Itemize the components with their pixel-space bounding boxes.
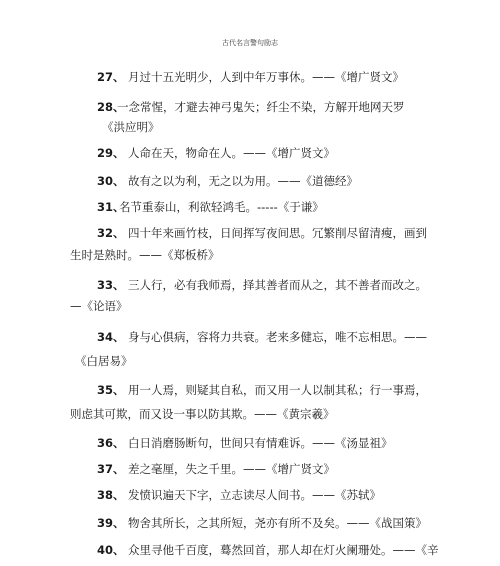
quote-text: 发愤识遍天下字，立志读尽人间书。——《苏轼》 xyxy=(128,488,381,502)
quote-line-30 xyxy=(97,174,358,188)
quote-line-33 xyxy=(97,278,427,292)
quote-line-35 xyxy=(97,383,427,397)
quote-line-36 xyxy=(97,436,393,450)
quote-text: 差之毫厘，失之千里。——《增广贤文》 xyxy=(128,462,335,476)
quote-text: 则虑其可欺，而又设一事以防其欺。——《黄宗羲》 xyxy=(70,407,335,421)
quote-number: 32、 xyxy=(97,226,125,240)
quote-line-29 xyxy=(97,146,335,160)
quote-line-38 xyxy=(97,488,381,502)
quote-number: 27、 xyxy=(97,70,125,84)
quote-line-28-continued xyxy=(102,120,160,134)
quote-text: 四十年来画竹枝，日间挥写夜间思。冗繁削尽留清瘦，画到 xyxy=(128,226,427,240)
quote-text: 月过十五光明少，人到中年万事休。——《增广贤文》 xyxy=(128,70,404,84)
quote-number: 37、 xyxy=(97,462,125,476)
quote-text: 一念常惺，才避去神弓鬼矢；纤尘不染，方解开地网天罗 xyxy=(117,100,405,114)
quote-number: 34、 xyxy=(97,330,125,344)
quote-line-31 xyxy=(97,200,324,214)
quote-line-34-continued xyxy=(75,354,133,368)
quote-text: 三人行，必有我师焉，择其善者而从之，其不善者而改之。 xyxy=(128,278,427,292)
quote-line-35-continued xyxy=(70,407,335,421)
quote-number: 29、 xyxy=(97,146,125,160)
quote-line-37 xyxy=(97,462,335,476)
quote-line-32-continued xyxy=(70,248,220,262)
quote-text: —《论语》 xyxy=(70,299,128,313)
quote-number: 35、 xyxy=(97,383,125,397)
quote-text: 故有之以为利，无之以为用。——《道德经》 xyxy=(128,174,358,188)
quote-line-34 xyxy=(97,330,427,344)
quote-number: 33、 xyxy=(97,278,125,292)
quote-number: 36、 xyxy=(97,436,125,450)
quote-number: 30、 xyxy=(97,174,125,188)
quote-line-40 xyxy=(97,543,439,557)
page-header-title: 古代名言警句励志 xyxy=(222,39,278,47)
quote-number: 28、 xyxy=(97,100,125,114)
quote-line-39 xyxy=(97,516,427,530)
quote-text: 人命在天，物命在人。——《增广贤文》 xyxy=(128,146,335,160)
quote-number: 40、 xyxy=(97,543,125,557)
quote-number: 38、 xyxy=(97,488,125,502)
quote-text: 众里寻他千百度，蓦然回首，那人却在灯火阑珊处。——《辛 xyxy=(128,543,439,557)
quote-text: 名节重泰山，利欲轻鸿毛。-----《于谦》 xyxy=(119,200,324,214)
quote-text: 生时是熟时。——《郑板桥》 xyxy=(70,248,220,262)
quote-text: 用一人焉，则疑其自私，而又用一人以制其私；行一事焉， xyxy=(128,383,427,397)
quote-number: 39、 xyxy=(97,516,125,530)
quote-text: 白日消磨肠断句，世间只有情难诉。——《汤显祖》 xyxy=(128,436,393,450)
quote-text: 《白居易》 xyxy=(75,354,133,368)
quote-line-28 xyxy=(97,100,405,114)
quote-line-32 xyxy=(97,226,427,240)
quote-line-27 xyxy=(97,70,404,84)
quote-text: 身与心俱病，容将力共衰。老来多健忘，唯不忘相思。—— xyxy=(128,330,427,344)
quote-text: 物舍其所长，之其所短，尧亦有所不及矣。——《战国策》 xyxy=(128,516,427,530)
quote-line-33-continued xyxy=(70,299,128,313)
quote-text: 《洪应明》 xyxy=(102,120,160,134)
quote-number: 31、 xyxy=(97,200,125,214)
